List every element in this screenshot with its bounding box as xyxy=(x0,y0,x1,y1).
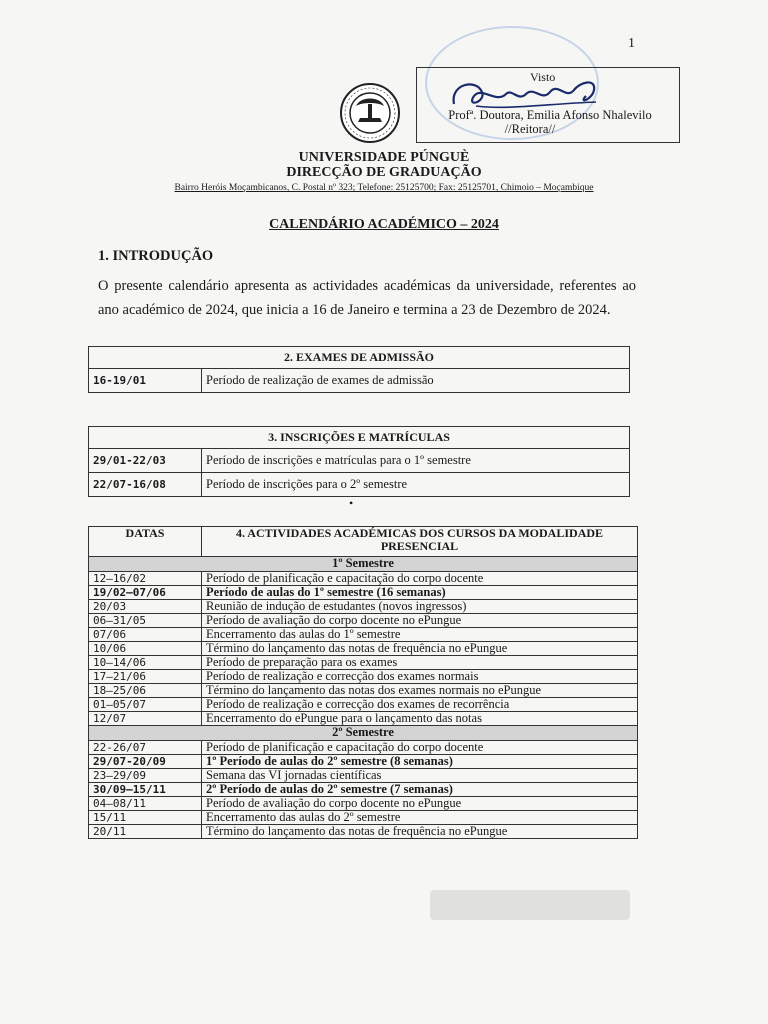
row-date: 17–21/06 xyxy=(89,670,202,684)
row-activity: 2º Período de aulas do 2º semestre (7 semanas) xyxy=(202,783,638,797)
dates-column-header: DATAS xyxy=(89,527,202,557)
activities-heading: 4. ACTIVIDADES ACADÉMICAS DOS CURSOS DA MODALIDADE PRESENCIAL xyxy=(202,527,638,557)
semester-2-heading: 2º Semestre xyxy=(89,726,638,741)
row-date: 12/07 xyxy=(89,712,202,726)
row-date: 01–05/07 xyxy=(89,698,202,712)
table-row xyxy=(89,572,638,586)
table-row xyxy=(89,628,638,642)
row-activity: Encerramento das aulas do 1º semestre xyxy=(202,628,638,642)
row-activity: Reunião de indução de estudantes (novos ingressos) xyxy=(202,600,638,614)
rector-title: //Reitora// xyxy=(504,122,556,136)
row-date: 07/06 xyxy=(89,628,202,642)
university-name: UNIVERSIDADE PÚNGUÈ xyxy=(298,150,470,165)
university-logo xyxy=(334,82,406,144)
admission-exams-heading: 2. EXAMES DE ADMISSÃO xyxy=(89,347,630,369)
row-date: 20/11 xyxy=(89,825,202,839)
row-date: 04–08/11 xyxy=(89,797,202,811)
row-activity: 1º Período de aulas do 2º semestre (8 semanas) xyxy=(202,755,638,769)
semester-1-heading: 1º Semestre xyxy=(89,557,638,572)
row-date: 16-19/01 xyxy=(89,369,202,393)
row-date: 10/06 xyxy=(89,642,202,656)
row-date: 22/07-16/08 xyxy=(89,473,202,497)
calendar-title: CALENDÁRIO ACADÉMICO – 2024 xyxy=(269,217,499,232)
stray-dot: • xyxy=(349,496,354,510)
table-row xyxy=(89,473,630,497)
row-activity: Período de planificação e capacitação do corpo docente xyxy=(202,741,638,755)
table-row xyxy=(89,825,638,839)
table-row xyxy=(89,600,638,614)
table-row xyxy=(89,684,638,698)
enrolment-table xyxy=(88,426,630,497)
table-row xyxy=(89,769,638,783)
table-row xyxy=(89,449,630,473)
row-date: 22-26/07 xyxy=(89,741,202,755)
row-activity: Período de preparação para os exames xyxy=(202,656,638,670)
admission-exams-table xyxy=(88,346,630,393)
row-date: 10–14/06 xyxy=(89,656,202,670)
row-date: 23–29/09 xyxy=(89,769,202,783)
row-date: 29/01-22/03 xyxy=(89,449,202,473)
intro-heading: 1. INTRODUÇÃO xyxy=(98,248,214,264)
row-activity: Período de aulas do 1º semestre (16 semanas) xyxy=(202,586,638,600)
row-activity: Término do lançamento das notas dos exames normais no ePungue xyxy=(202,684,638,698)
table-row xyxy=(89,797,638,811)
row-date: 30/09–15/11 xyxy=(89,783,202,797)
table-row xyxy=(89,642,638,656)
enrolment-heading: 3. INSCRIÇÕES E MATRÍCULAS xyxy=(89,427,630,449)
department-name: DIRECÇÃO DE GRADUAÇÃO xyxy=(286,165,482,180)
row-date: 06–31/05 xyxy=(89,614,202,628)
row-activity: Encerramento do ePungue para o lançamento das notas xyxy=(202,712,638,726)
row-activity: Período de inscrições e matrículas para o 1º semestre xyxy=(202,449,630,473)
row-date: 19/02–07/06 xyxy=(89,586,202,600)
row-activity: Término do lançamento das notas de frequência no ePungue xyxy=(202,642,638,656)
table-row xyxy=(89,670,638,684)
row-activity: Término do lançamento das notas de frequência no ePungue xyxy=(202,825,638,839)
page-number: 1 xyxy=(628,36,635,51)
row-activity: Período de realização e correcção dos exames de recorrência xyxy=(202,698,638,712)
table-row xyxy=(89,712,638,726)
row-date: 15/11 xyxy=(89,811,202,825)
row-date: 29/07-20/09 xyxy=(89,755,202,769)
address-line: Bairro Heróis Moçambicanos, C. Postal nº 323; Telefone: 25125700; Fax: 25125701, Chimoio – Moçambique xyxy=(174,183,594,193)
activities-table xyxy=(88,526,638,839)
rector-name: Profª. Doutora, Emilia Afonso Nhalevilo xyxy=(448,108,652,122)
row-activity: Semana das VI jornadas científicas xyxy=(202,769,638,783)
intro-paragraph: O presente calendário apresenta as actividades académicas da universidade, referentes ao ano académico de 2024, que inicia a 16 de Janeiro e termina a 23 de Dezembro de 2024. xyxy=(98,278,636,318)
row-activity: Encerramento das aulas do 2º semestre xyxy=(202,811,638,825)
table-row xyxy=(89,614,638,628)
table-row xyxy=(89,783,638,797)
table-row xyxy=(89,811,638,825)
row-activity: Período de avaliação do corpo docente no ePungue xyxy=(202,614,638,628)
row-activity: Período de realização de exames de admissão xyxy=(202,369,630,393)
table-row xyxy=(89,656,638,670)
table-row xyxy=(89,586,638,600)
table-row xyxy=(89,698,638,712)
row-activity: Período de avaliação do corpo docente no ePungue xyxy=(202,797,638,811)
table-row xyxy=(89,741,638,755)
row-date: 12–16/02 xyxy=(89,572,202,586)
row-date: 20/03 xyxy=(89,600,202,614)
scan-smudge xyxy=(430,890,630,920)
table-row xyxy=(89,755,638,769)
row-activity: Período de planificação e capacitação do corpo docente xyxy=(202,572,638,586)
row-activity: Período de inscrições para o 2º semestre xyxy=(202,473,630,497)
row-date: 18–25/06 xyxy=(89,684,202,698)
table-row xyxy=(89,369,630,393)
row-activity: Período de realização e correcção dos exames normais xyxy=(202,670,638,684)
approval-label: Visto xyxy=(530,70,556,84)
